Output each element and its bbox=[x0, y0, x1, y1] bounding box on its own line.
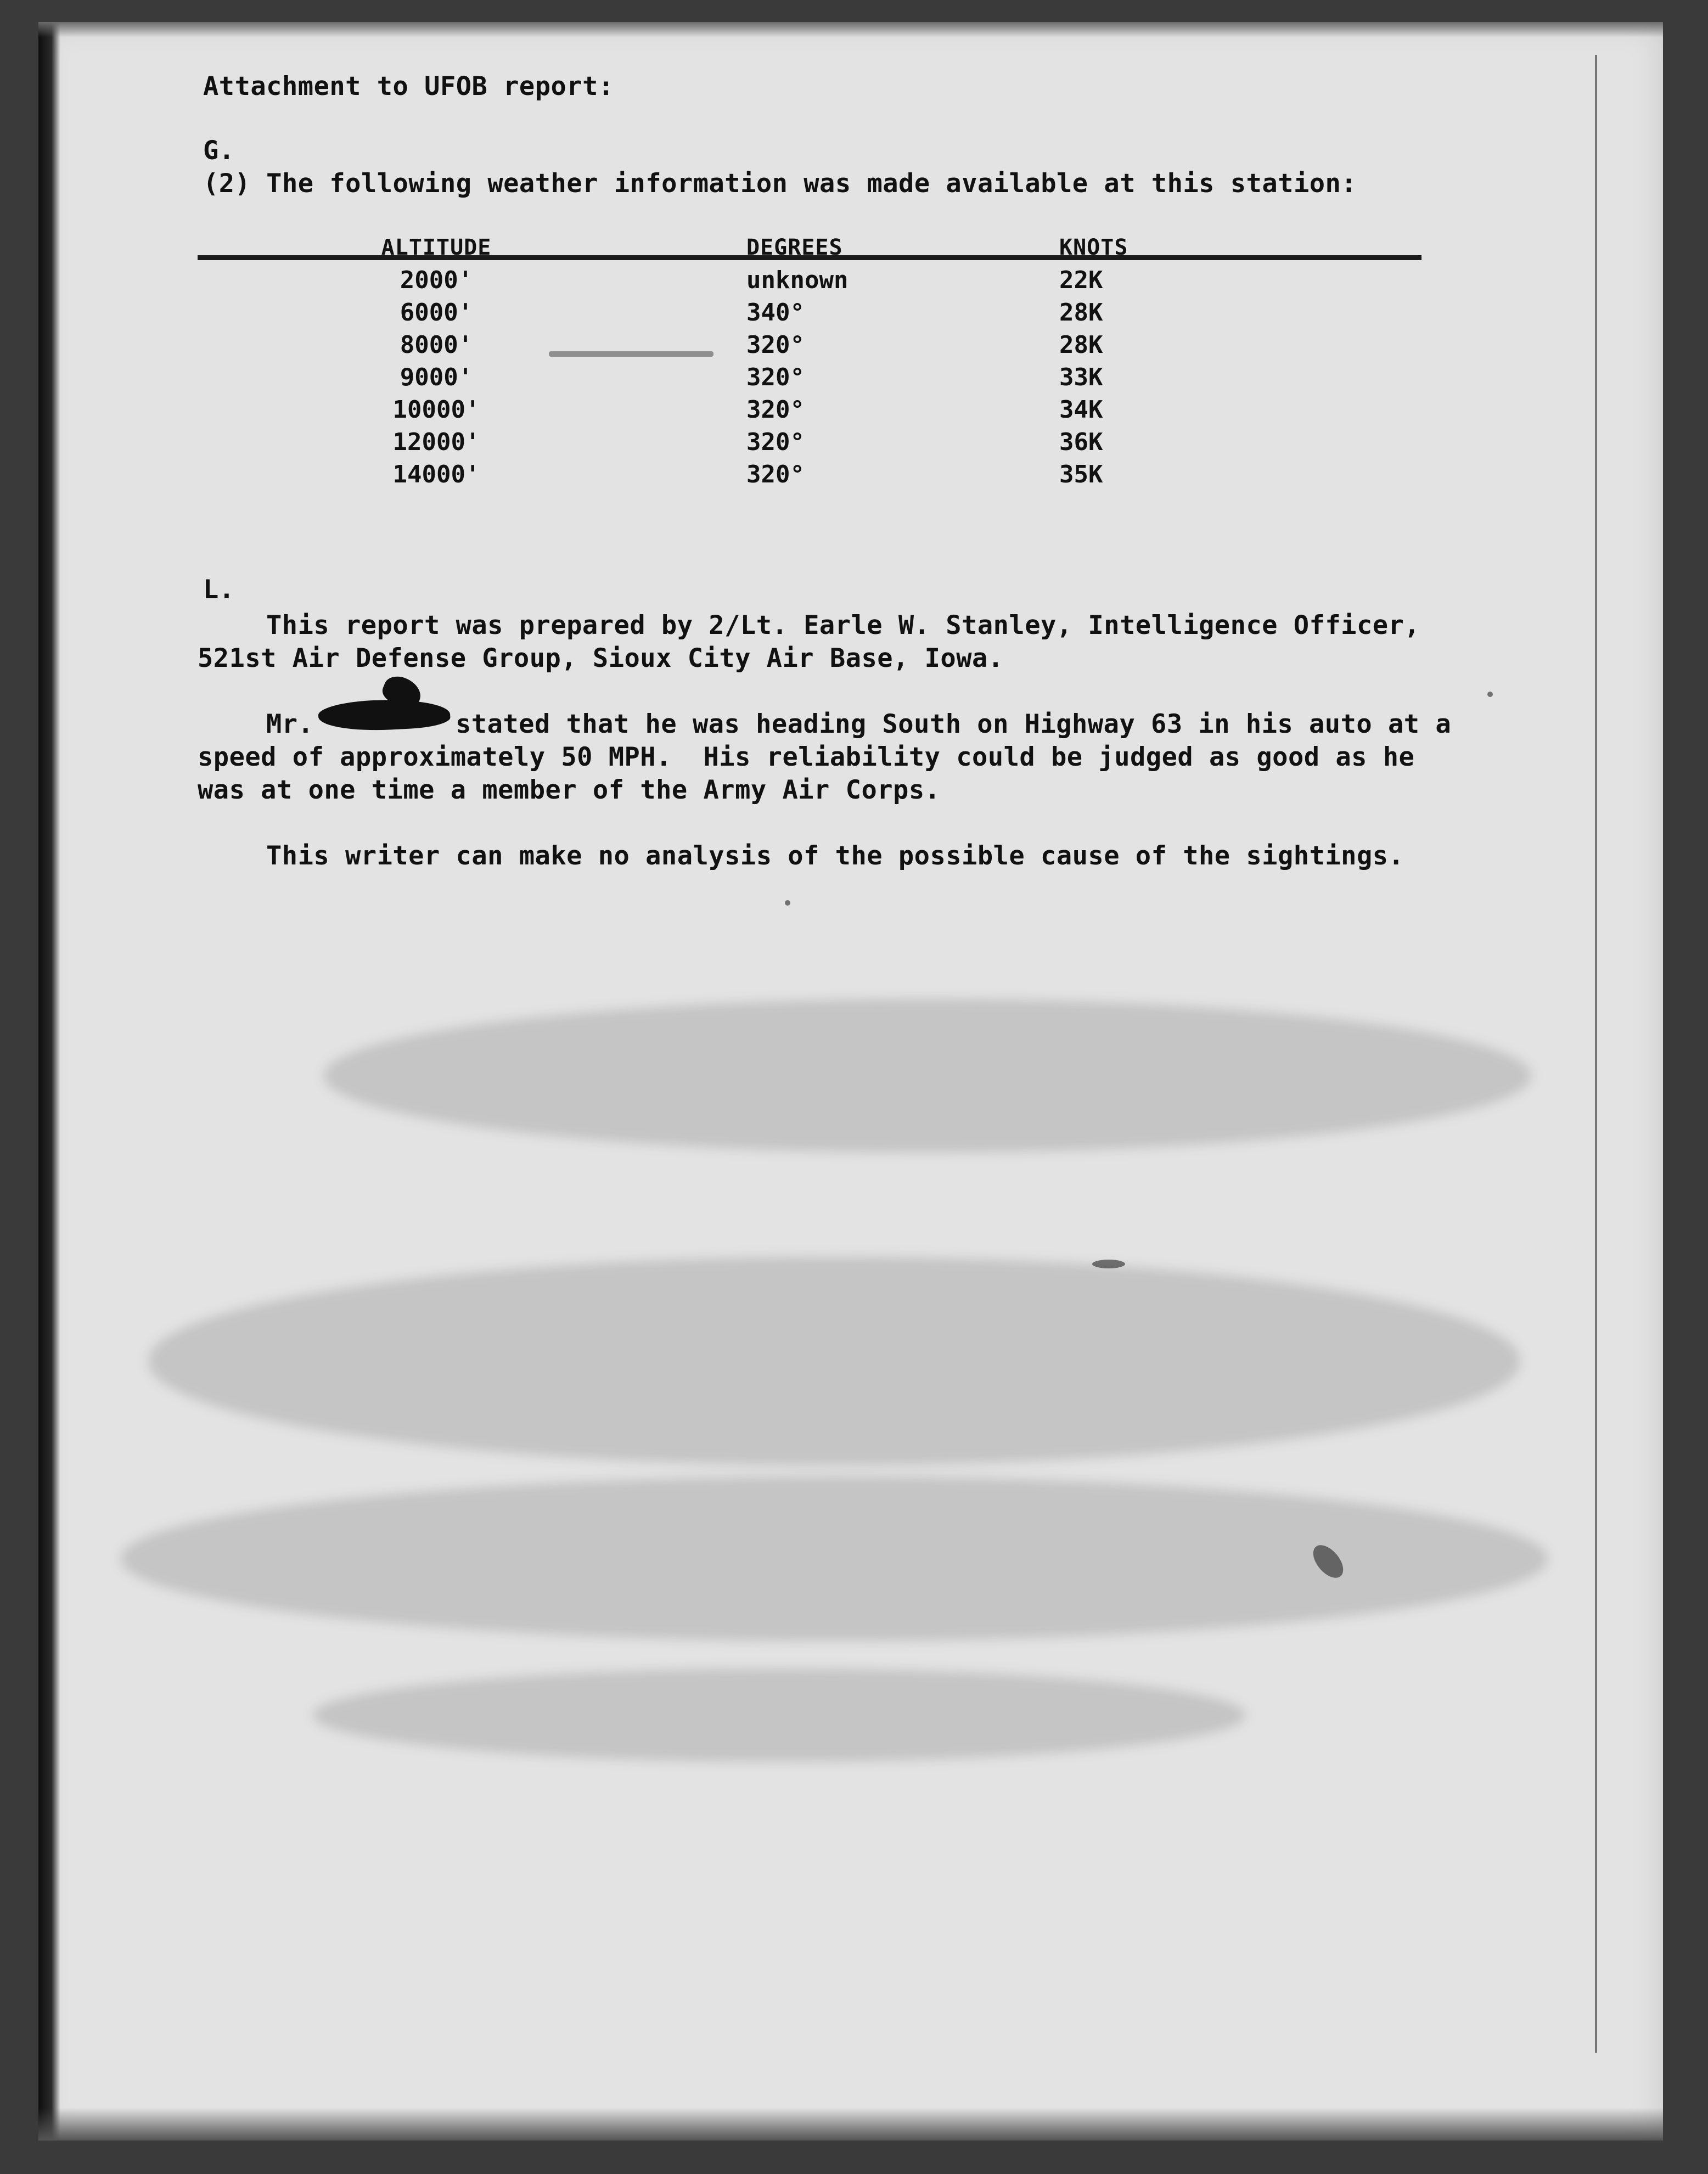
witness-line-3: was at one time a member of the Army Air Corps. bbox=[198, 775, 941, 805]
degrees-column bbox=[746, 232, 911, 491]
witness-line-1: stated that he was heading South on Highway 63 in his auto at a bbox=[456, 709, 1452, 739]
report-preparer-line-1: This report was prepared by 2/Lt. Earle W. Stanley, Intelligence Officer, bbox=[266, 610, 1420, 641]
knots-header: KNOTS bbox=[1059, 235, 1128, 260]
bleed-through-smudge bbox=[313, 1669, 1246, 1762]
document-page bbox=[38, 22, 1663, 2141]
bleed-through-smudge bbox=[324, 999, 1531, 1153]
section-l-label: L. bbox=[203, 575, 235, 605]
ink-speck bbox=[549, 351, 713, 357]
knots-value: 28K bbox=[1059, 299, 1103, 327]
analysis-statement: This writer can make no analysis of the possible cause of the sightings. bbox=[266, 841, 1404, 871]
section-g-label: G. bbox=[203, 136, 235, 166]
witness-prefix: Mr. bbox=[266, 709, 314, 739]
degrees-value: 320° bbox=[746, 428, 805, 456]
altitude-value: 9000' bbox=[400, 363, 473, 391]
scan-right-edge-line bbox=[1595, 55, 1597, 2053]
knots-value: 28K bbox=[1059, 331, 1103, 359]
attachment-heading: Attachment to UFOB report: bbox=[203, 71, 614, 102]
degrees-value: 320° bbox=[746, 460, 805, 488]
scan-left-shadow bbox=[38, 22, 60, 2141]
witness-line-2: speed of approximately 50 MPH. His reliability could be judged as good as he bbox=[198, 742, 1415, 772]
degrees-value: unknown bbox=[746, 266, 849, 294]
degrees-value: 320° bbox=[746, 363, 805, 391]
ink-speck bbox=[785, 900, 790, 906]
scan-bottom-edge bbox=[38, 2108, 1663, 2141]
altitude-value: 14000' bbox=[392, 460, 480, 488]
section-g-intro: (2) The following weather information was made available at this station: bbox=[203, 168, 1357, 199]
report-preparer-line-2: 521st Air Defense Group, Sioux City Air Base, Iowa. bbox=[198, 643, 1004, 673]
scan-top-edge bbox=[38, 22, 1663, 37]
altitude-value: 10000' bbox=[392, 396, 480, 424]
degrees-value: 340° bbox=[746, 299, 805, 327]
altitude-value: 8000' bbox=[400, 331, 473, 359]
knots-value: 33K bbox=[1059, 363, 1103, 391]
ink-speck bbox=[1487, 692, 1493, 697]
bleed-through-smudge bbox=[148, 1257, 1520, 1465]
redaction-mark bbox=[318, 696, 451, 733]
knots-value: 34K bbox=[1059, 396, 1103, 424]
altitude-value: 12000' bbox=[392, 428, 480, 456]
degrees-header: DEGREES bbox=[746, 235, 843, 260]
knots-value: 36K bbox=[1059, 428, 1103, 456]
knots-value: 22K bbox=[1059, 266, 1103, 294]
degrees-value: 320° bbox=[746, 331, 805, 359]
altitude-column bbox=[354, 232, 519, 491]
altitude-value: 6000' bbox=[400, 299, 473, 327]
knots-column bbox=[1059, 232, 1169, 491]
degrees-value: 320° bbox=[746, 396, 805, 424]
knots-value: 35K bbox=[1059, 460, 1103, 488]
ink-speck bbox=[1092, 1260, 1125, 1268]
altitude-value: 2000' bbox=[400, 266, 473, 294]
altitude-header: ALTITUDE bbox=[381, 235, 492, 260]
